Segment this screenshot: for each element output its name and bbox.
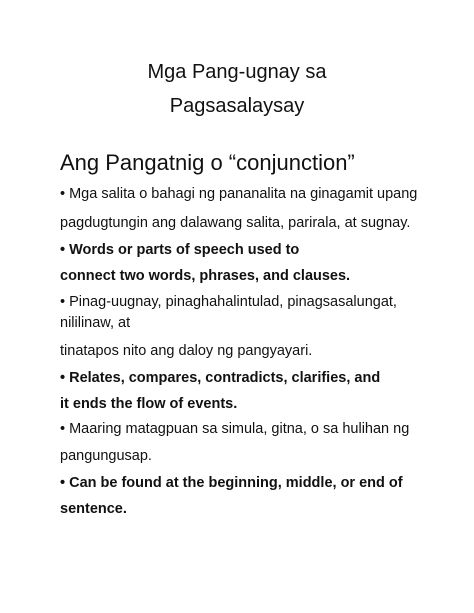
bullet-6-line-1: • Can be found at the beginning, middle, or end of [60,475,403,491]
bullet-4-line-1: • Relates, compares, contradicts, clarifies, and [60,370,381,386]
bullet-2-line-1: • Words or parts of speech used to [60,242,300,258]
bullet-3-line-3: tinatapos nito ang daloy ng pangyayari. [60,343,313,359]
bullet-5-line-2: pangungusap. [60,448,152,464]
bullet-1-line-1: • Mga salita o bahagi ng pananalita na ginagamit upang [60,186,418,202]
bullet-4-line-2: it ends the flow of events. [60,396,238,412]
title-line-2: Pagsasalaysay [169,95,305,117]
bullet-3-line-1: • Pinag-uugnay, pinaghahalintulad, pinagsasalungat, [60,294,397,310]
bullet-3-line-2: nililinaw, at [60,315,131,331]
bullet-2-line-2: connect two words, phrases, and clauses. [60,268,351,284]
bullet-6-line-2: sentence. [60,501,127,517]
section-heading: Ang Pangatnig o “conjunction” [60,150,355,175]
bullet-5-line-1: • Maaring matagpuan sa simula, gitna, o sa hulihan ng [60,421,410,437]
title-line-1: Mga Pang-ugnay sa [147,61,327,83]
bullet-1-line-2: pagdugtungin ang dalawang salita, parirala, at sugnay. [60,215,411,231]
